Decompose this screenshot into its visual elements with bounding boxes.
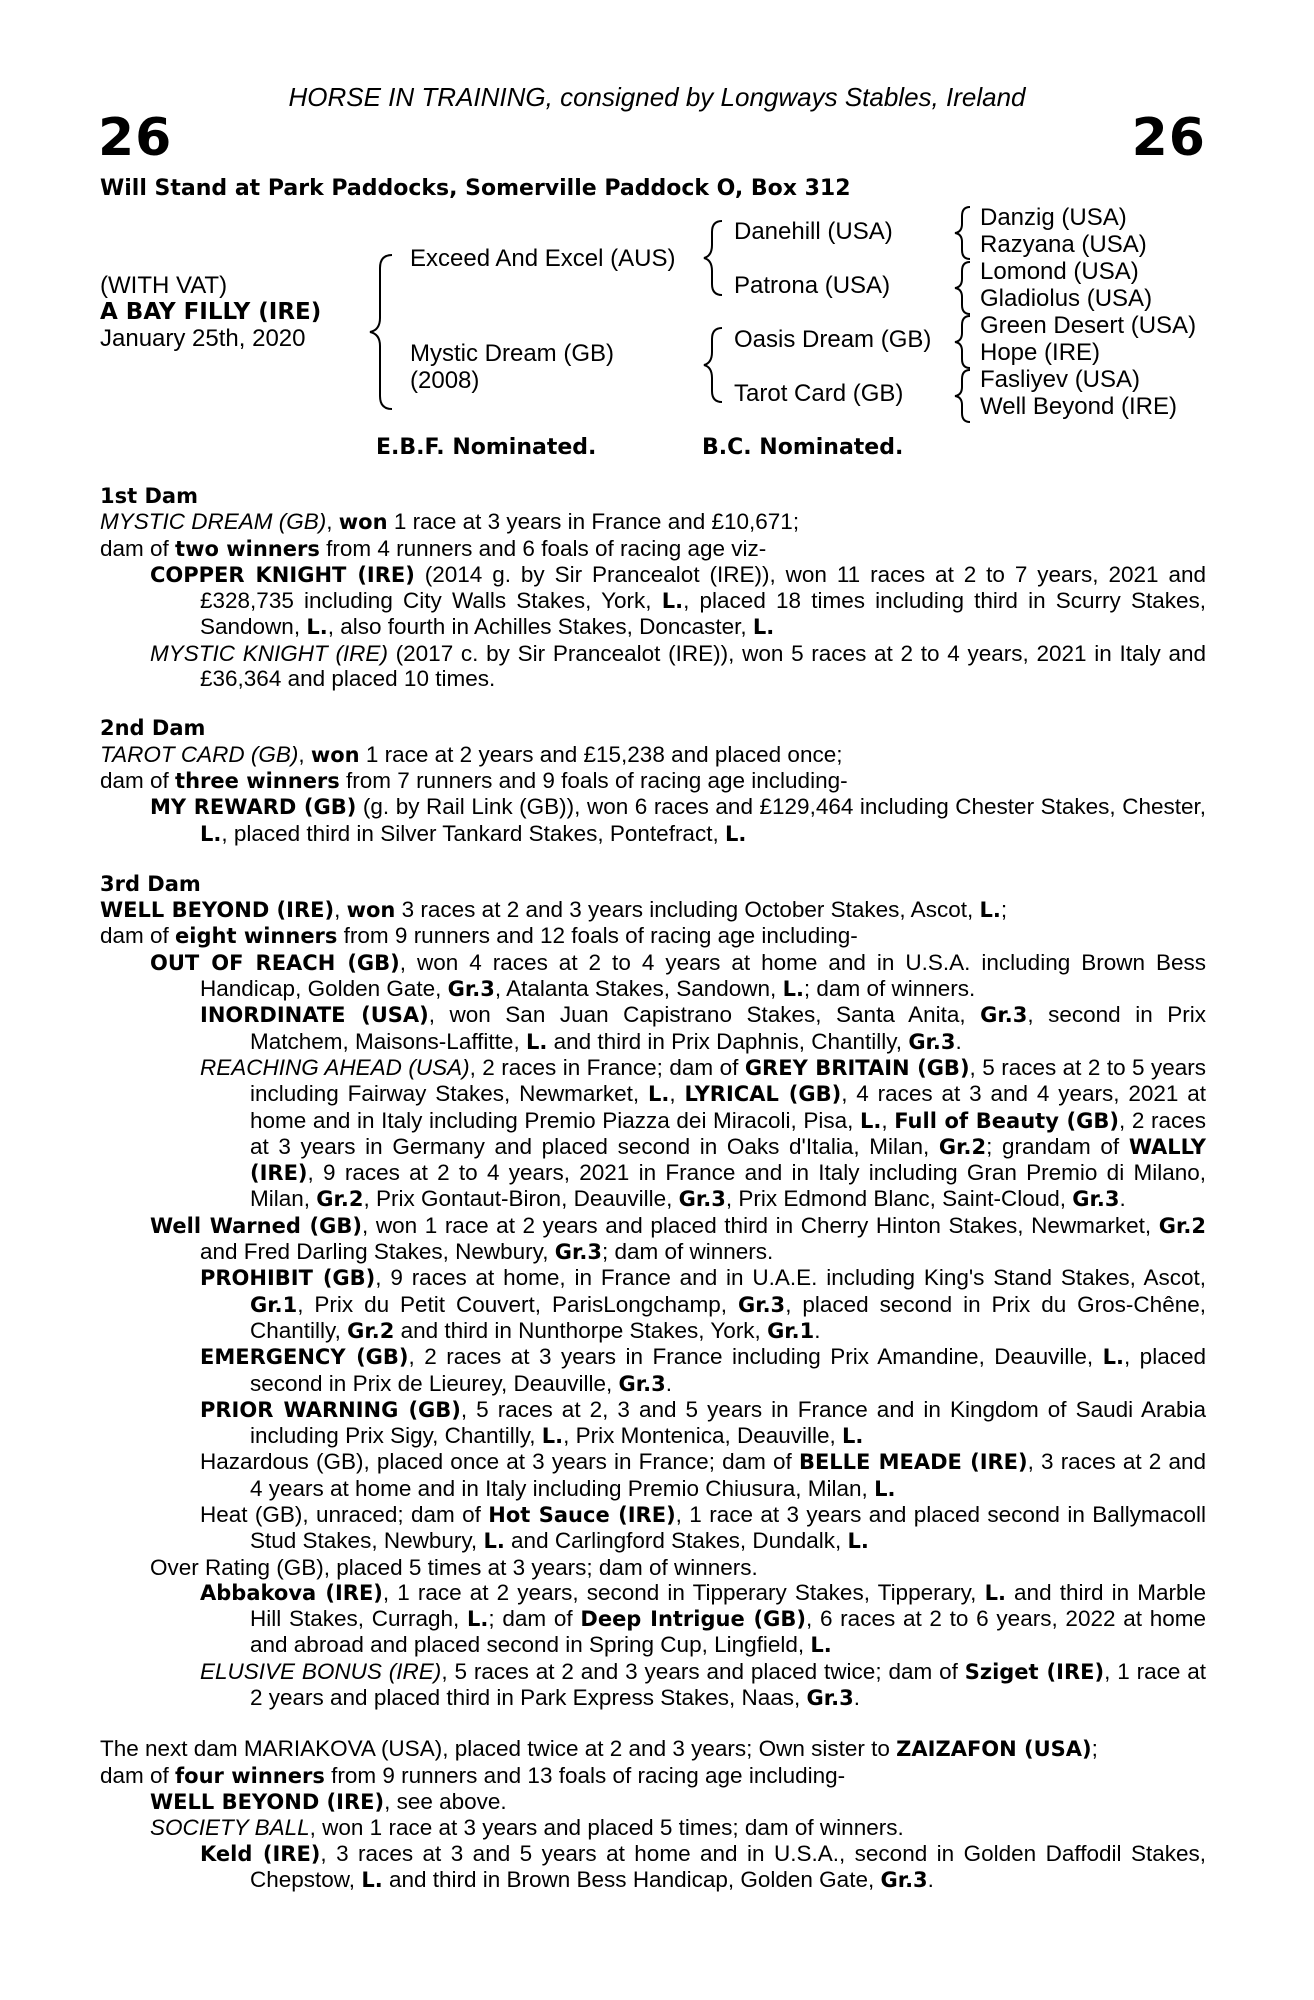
grandsire-1: Danzig (USA) — [980, 204, 1127, 231]
first-dam-produce: dam of two winners from 4 runners and 6 foals of racing age viz- — [100, 535, 767, 561]
third-dam-heading: 3rd Dam — [100, 871, 201, 896]
granddam-3: Hope (IRE) — [980, 339, 1101, 366]
list-item: Hazardous (GB), placed once at 3 years in France; dam of BELLE MEADE (IRE), 3 races at 2 and 4 years at home and in Italy including Premio Chiusura, Milan, L. — [200, 1449, 1206, 1501]
list-item: ELUSIVE BONUS (IRE), 5 races at 2 and 3 years and placed twice; dam of Sziget (IRE), 1 race at 2 years and placed third in Park Express Stakes, Naas, Gr.3. — [200, 1658, 1206, 1711]
list-item: PRIOR WARNING (GB), 5 races at 2, 3 and 5 years in France and in Kingdom of Saudi Arabia including Prix Sigy, Chantilly, L., Prix Montenica, Deauville, L. — [200, 1396, 1206, 1449]
list-item: MYSTIC KNIGHT (IRE) (2017 c. by Sir Prancealot (IRE)), won 5 races at 2 to 4 years, 2021 in Italy and £36,364 and placed 10 times. — [150, 640, 1206, 692]
stand-location: Will Stand at Park Paddocks, Somerville Paddock O, Box 312 — [100, 176, 851, 201]
dam-sire: Oasis Dream (GB) — [734, 326, 932, 353]
sire-sire: Danehill (USA) — [734, 218, 893, 245]
granddam-2: Gladiolus (USA) — [980, 285, 1153, 312]
third-dam-record: WELL BEYOND (IRE), won 3 races at 2 and 3 years including October Stakes, Ascot, L.; — [100, 897, 1008, 923]
dam-dam: Tarot Card (GB) — [734, 380, 904, 407]
next-dam-record: The next dam MARIAKOVA (USA), placed twice at 2 and 3 years; Own sister to ZAIZAFON (USA); — [100, 1736, 1098, 1762]
list-item: PROHIBIT (GB), 9 races at home, in France and in U.A.E. including King's Stand Stakes, Ascot, Gr.1, Prix du Petit Couvert, ParisLongchamp, Gr.3, placed second in Prix du Gros-Chêne, Chantilly, Gr.2 and third in Nunthorpe Stakes, York, Gr.1. — [200, 1265, 1207, 1343]
bc-nominated: B.C. Nominated. — [702, 435, 904, 460]
grandsire-3: Green Desert (USA) — [980, 312, 1197, 339]
next-dam-produce: dam of four winners from 9 runners and 13 foals of racing age including- — [100, 1762, 846, 1788]
list-item: EMERGENCY (GB), 2 races at 3 years in France including Prix Amandine, Deauville, L., placed second in Prix de Lieurey, Deauville, Gr.3. — [200, 1344, 1206, 1396]
horse-name: A BAY FILLY (IRE) — [100, 299, 322, 325]
sire-name: Exceed And Excel (AUS) — [410, 245, 676, 272]
granddam-1: Razyana (USA) — [980, 231, 1147, 258]
dam-name: Mystic Dream (GB) — [410, 340, 614, 367]
first-dam-record: MYSTIC DREAM (GB), won 1 race at 3 years in France and £10,671; — [100, 509, 800, 535]
second-dam-heading: 2nd Dam — [100, 716, 206, 741]
second-dam-record: TAROT CARD (GB), won 1 race at 2 years and £15,238 and placed once; — [100, 741, 843, 767]
lot-number-right: 26 — [1131, 108, 1206, 168]
list-item: Abbakova (IRE), 1 race at 2 years, second in Tipperary Stakes, Tipperary, L. and third in Marble Hill Stakes, Curragh, L.; dam of Deep Intrigue (GB), 6 races at 2 to 6 years, 2022 at home and abroad and placed second in Spring Cup, Lingfield, L. — [200, 1579, 1207, 1658]
vat-label: (WITH VAT) — [100, 272, 228, 299]
grandsire-2: Lomond (USA) — [980, 258, 1139, 285]
list-item: MY REWARD (GB) (g. by Rail Link (GB)), won 6 races and £129,464 including Chester Stakes, Chester, L., placed third in Silver Tankard Stakes, Pontefract, L. — [150, 794, 1206, 846]
foaling-date: January 25th, 2020 — [100, 325, 306, 352]
third-dam-produce: dam of eight winners from 9 runners and 12 foals of racing age including- — [100, 923, 858, 949]
list-item: OUT OF REACH (GB), won 4 races at 2 to 4 years at home and in U.S.A. including Brown Bess Handicap, Golden Gate, Gr.3, Atalanta Stakes, Sandown, L.; dam of winners. — [150, 949, 1206, 1002]
list-item: COPPER KNIGHT (IRE) (2014 g. by Sir Prancealot (IRE)), won 11 races at 2 to 7 years, 2021 and £328,735 including City Walls Stakes, York, L., placed 18 times including third in Scurry Stakes, Sandown, L., also fourth in Achilles Stakes, Doncaster, L. — [150, 561, 1206, 640]
list-item: Well Warned (GB), won 1 race at 2 years and placed third in Cherry Hinton Stakes, Newmarket, Gr.2 and Fred Darling Stakes, Newbury, Gr.3; dam of winners. — [150, 1212, 1206, 1265]
pedigree-notes — [100, 484, 1206, 1893]
list-item: REACHING AHEAD (USA), 2 races in France; dam of GREY BRITAIN (GB), 5 races at 2 to 5 years including Fairway Stakes, Newmarket, L., LYRICAL (GB), 4 races at 3 and 4 years, 2021 at home and in Italy including Premio Piazza dei Miracoli, Pisa, L., Full of Beauty (GB), 2 races at 3 years in Germany and placed second in Oaks d'Italia, Milan, Gr.2; grandam of WALLY (IRE), 9 races at 2 to 4 years, 2021 in France and in Italy including Gran Premio di Milano, Milan, Gr.2, Prix Gontaut-Biron, Deauville, Gr.3, Prix Edmond Blanc, Saint-Cloud, Gr.3. — [200, 1054, 1207, 1212]
dam-year: (2008) — [410, 367, 480, 394]
list-item: Heat (GB), unraced; dam of Hot Sauce (IRE), 1 race at 3 years and placed second in Ballymacoll Stud Stakes, Newbury, L. and Carlingford Stakes, Dundalk, L. — [200, 1501, 1207, 1554]
lot-number-left: 26 — [98, 108, 173, 168]
grandsire-4: Fasliyev (USA) — [980, 366, 1141, 393]
first-dam-heading: 1st Dam — [100, 484, 198, 508]
list-item: Over Rating (GB), placed 5 times at 3 years; dam of winners. — [150, 1554, 758, 1580]
list-item: SOCIETY BALL, won 1 race at 3 years and placed 5 times; dam of winners. — [150, 1815, 904, 1841]
sire-dam: Patrona (USA) — [734, 272, 891, 299]
list-item: INORDINATE (USA), won San Juan Capistrano Stakes, Santa Anita, Gr.3, second in Prix Matchem, Maisons-Laffitte, L. and third in Prix Daphnis, Chantilly, Gr.3. — [200, 1002, 1206, 1054]
ebf-nominated: E.B.F. Nominated. — [376, 435, 597, 460]
consignor-line: HORSE IN TRAINING, consigned by Longways Stables, Ireland — [288, 82, 1026, 112]
granddam-4: Well Beyond (IRE) — [980, 393, 1177, 420]
list-item: Keld (IRE), 3 races at 3 and 5 years at home and in U.S.A., second in Golden Daffodil Stakes, Chepstow, L. and third in Brown Bess Handicap, Golden Gate, Gr.3. — [200, 1840, 1206, 1892]
second-dam-produce: dam of three winners from 7 runners and 9 foals of racing age including- — [100, 767, 848, 793]
list-item: WELL BEYOND (IRE), see above. — [150, 1788, 507, 1814]
